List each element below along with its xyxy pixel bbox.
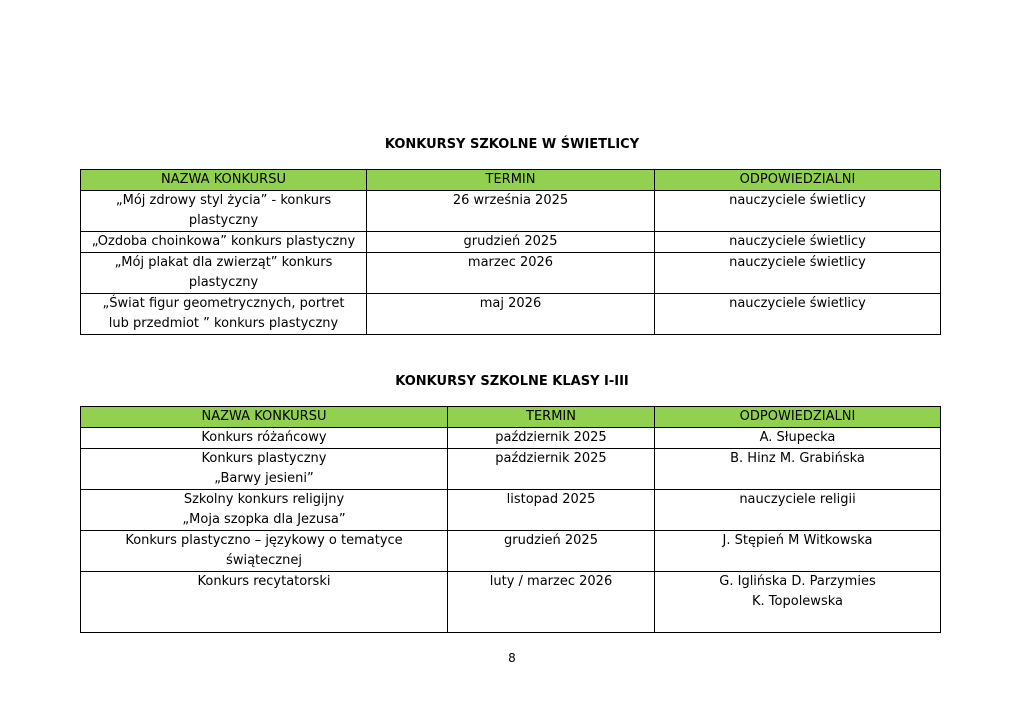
contest-name-line: „Mój plakat dla zwierząt” konkurs (114, 255, 333, 270)
contest-name-line: Szkolny konkurs religijny (183, 492, 345, 507)
section-title-swietlica: KONKURSY SZKOLNE W ŚWIETLICY (384, 137, 640, 152)
contest-term-cell: grudzień 2025 (448, 531, 655, 572)
responsible-line: K. Topolewska (752, 594, 843, 609)
contest-name-cell (81, 449, 448, 490)
contest-name-line: lub przedmiot ” konkurs plastyczny (108, 316, 339, 331)
table-header-row (81, 407, 941, 428)
contest-name-cell (81, 531, 448, 572)
contest-table-klasy (80, 406, 941, 633)
responsible-line: nauczyciele religii (739, 492, 856, 507)
contest-term-cell: maj 2026 (367, 294, 655, 335)
contest-name-line: plastyczny (188, 275, 259, 290)
column-header-term: TERMIN (448, 407, 655, 428)
contest-name-line: Konkurs recytatorski (197, 574, 331, 589)
contest-responsible-cell: nauczyciele świetlicy (655, 191, 941, 232)
contest-name-cell (81, 191, 367, 232)
responsible-line: A. Słupecka (759, 430, 836, 445)
contest-name-line: „Mój zdrowy styl życia” - konkurs (115, 193, 332, 208)
contest-name-line: „Świat figur geometrycznych, portret (102, 296, 345, 311)
table-row (81, 232, 941, 253)
column-header-name: NAZWA KONKURSU (81, 407, 448, 428)
contest-name-line: „Ozdoba choinkowa” konkurs plastyczny (91, 234, 356, 249)
contest-responsible-cell: nauczyciele świetlicy (655, 253, 941, 294)
contest-responsible-cell (655, 449, 941, 490)
responsible-line: B. Hinz M. Grabińska (730, 451, 865, 466)
table-row (81, 490, 941, 531)
contest-responsible-cell (655, 490, 941, 531)
contest-term-cell: grudzień 2025 (367, 232, 655, 253)
contest-name-line: „Barwy jesieni” (214, 471, 314, 486)
contest-name-line: plastyczny (188, 213, 259, 228)
contest-term-cell: luty / marzec 2026 (448, 572, 655, 633)
contest-name-cell (81, 572, 448, 633)
contest-name-cell (81, 294, 367, 335)
contest-name-line: świątecznej (226, 553, 302, 568)
contest-table-swietlica (80, 169, 941, 335)
contest-name-cell (81, 232, 367, 253)
table-row (81, 449, 941, 490)
table-row (81, 253, 941, 294)
contest-name-cell (81, 428, 448, 449)
responsible-line: J. Stępień M Witkowska (722, 533, 873, 548)
contest-name-line: Konkurs różańcowy (201, 430, 327, 445)
contest-responsible-cell (655, 572, 941, 633)
contest-name-cell (81, 490, 448, 531)
table-row (81, 191, 941, 232)
section-title-klasy: KONKURSY SZKOLNE KLASY I-III (395, 374, 629, 389)
contest-term-cell: październik 2025 (448, 428, 655, 449)
contest-term-cell: październik 2025 (448, 449, 655, 490)
contest-name-line: „Moja szopka dla Jezusa” (182, 512, 346, 527)
table-header-row (81, 170, 941, 191)
responsible-line: G. Iglińska D. Parzymies (719, 574, 876, 589)
contest-responsible-cell (655, 531, 941, 572)
table-row (81, 531, 941, 572)
contest-name-line: Konkurs plastyczno – językowy o tematyce (125, 533, 403, 548)
column-header-responsible: ODPOWIEDZIALNI (655, 407, 941, 428)
column-header-responsible: ODPOWIEDZIALNI (655, 170, 941, 191)
contest-name-line: Konkurs plastyczny (201, 451, 327, 466)
contest-responsible-cell (655, 428, 941, 449)
table-row (81, 428, 941, 449)
column-header-term: TERMIN (367, 170, 655, 191)
table-row (81, 294, 941, 335)
page-number: 8 (508, 651, 516, 665)
table-row (81, 572, 941, 633)
contest-name-cell (81, 253, 367, 294)
contest-term-cell: listopad 2025 (448, 490, 655, 531)
contest-term-cell: 26 września 2025 (367, 191, 655, 232)
contest-responsible-cell: nauczyciele świetlicy (655, 294, 941, 335)
contest-term-cell: marzec 2026 (367, 253, 655, 294)
column-header-name: NAZWA KONKURSU (81, 170, 367, 191)
contest-responsible-cell: nauczyciele świetlicy (655, 232, 941, 253)
